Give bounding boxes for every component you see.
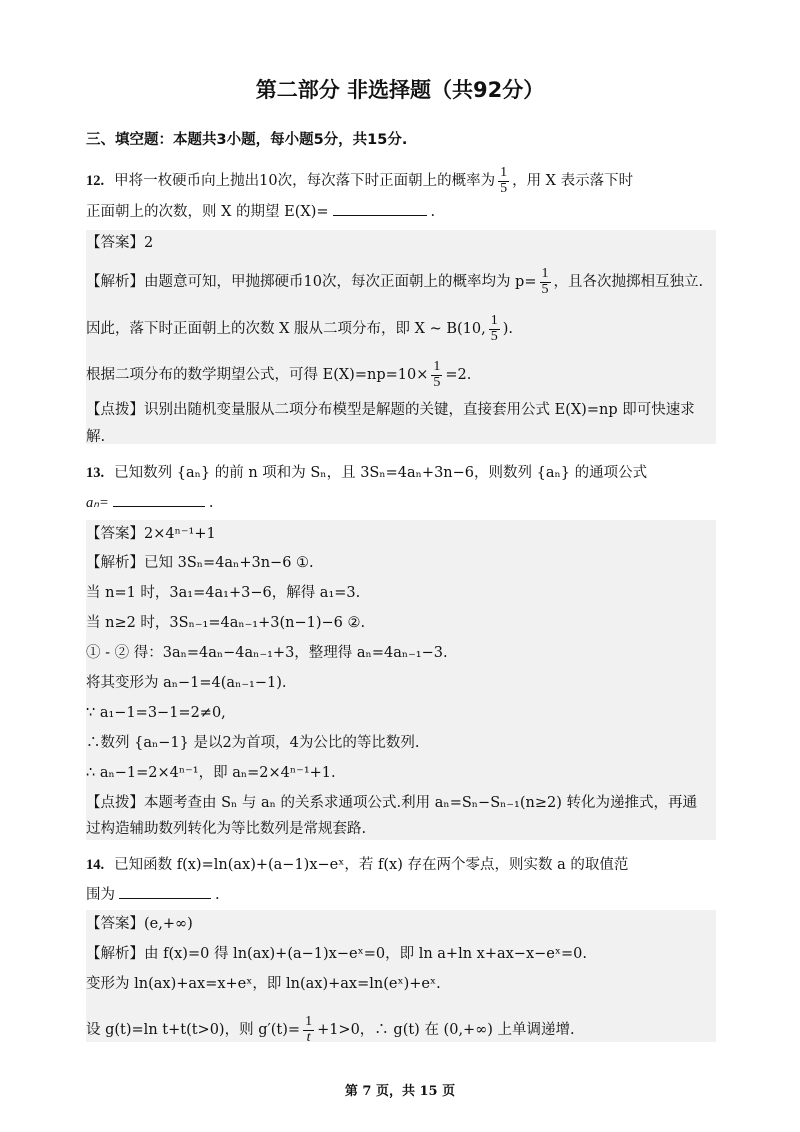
q12-stem-line2: [86, 205, 435, 220]
q13-analysis-line: 当 n≥2 时，3Sₙ₋₁=4aₙ₋₁+3(n−1)−6 ②.: [86, 615, 366, 631]
part-title: 第二部分 非选择题（共92分）: [255, 78, 545, 102]
frac-den: 5: [490, 328, 498, 344]
q13-stem-1: 已知数列 {aₙ} 的前 n 项和为 Sₙ，且 3Sₙ=4aₙ+3n−6，则数列 {aₙ} 的通项公式: [114, 465, 648, 481]
q12-stem-a: 甲将一枚硬币向上抛出10次，每次落下时正面朝上的概率为: [114, 173, 496, 190]
q12-stem-d: .: [430, 204, 436, 220]
q13-analysis-line: 【解析】已知 3Sₙ=4aₙ+3n−6 ①.: [86, 555, 314, 571]
q14-answer: 【答案】(e,+∞): [86, 916, 193, 932]
q14-stem-1: 已知函数 f(x)=ln(ax)+(a−1)x−eˣ，若 f(x) 存在两个零点，则实数 a 的取值范: [114, 857, 629, 873]
q14-answer-blank: [119, 896, 211, 899]
q12-analysis-2b: ).: [502, 321, 513, 338]
q12-analysis-line3: [86, 360, 471, 390]
q12-analysis-2a: 因此，落下时正面朝上的次数 X 服从二项分布，即 X ~ B(10,: [86, 321, 486, 338]
q13-stem-line1: [86, 466, 647, 481]
q12-stem-b: ，用 X 表示落下时: [512, 173, 634, 190]
q12-analysis-3a: 根据二项分布的数学期望公式，可得 E(X)=np=10×: [86, 367, 429, 384]
q14-analysis-line1: 【解析】由 f(x)=0 得 ln(ax)+(a−1)x−eˣ=0，即 ln a+ln x+ax−x−eˣ=0.: [86, 946, 587, 962]
q14-analysis-line2: 变形为 ln(ax)+ax=x+eˣ，即 ln(ax)+ax=ln(eˣ)+eˣ.: [86, 976, 441, 992]
frac-num: 1: [433, 359, 441, 374]
q13-tip-line1: 【点拨】本题考查由 Sₙ 与 aₙ 的关系求通项公式.利用 aₙ=Sₙ−Sₙ₋₁(n≥2) 转化为递推式，再通: [86, 795, 698, 811]
q12-analysis-fraction-2: [489, 314, 500, 344]
q12-stem-line1: [86, 166, 633, 196]
q14-analysis-line3: [86, 1015, 575, 1045]
q13-analysis-line: 将其变形为 aₙ−1=4(aₙ₋₁−1).: [86, 675, 287, 691]
q12-stem-c: 正面朝上的次数，则 X 的期望 E(X)=: [86, 204, 329, 220]
q12-analysis-line1: [86, 267, 703, 297]
q13-tip-line2: 过构造辅助数列转化为等比数列是常规套路.: [86, 821, 367, 837]
q13-analysis-line: ① - ② 得：3aₙ=4aₙ−4aₙ₋₁+3，整理得 aₙ=4aₙ₋₁−3.: [86, 645, 448, 661]
q12-answer-blank: [333, 213, 427, 216]
q14-stem-line2: [86, 888, 220, 903]
q14-stem-2b: .: [215, 887, 220, 903]
frac-num: 1: [305, 1014, 313, 1029]
q13-analysis-line: ∴ aₙ−1=2×4ⁿ⁻¹，即 aₙ=2×4ⁿ⁻¹+1.: [86, 765, 336, 781]
q12-analysis-1b: ，且各次抛掷相互独立.: [553, 274, 704, 291]
q12-answer: 【答案】2: [86, 235, 154, 251]
q12-analysis-fraction-1: [540, 267, 551, 297]
frac-den: t: [306, 1029, 311, 1045]
q12-stem-fraction: [498, 166, 509, 196]
q14-analysis-3b: +1>0，∴ g(t) 在 (0,+∞) 上单调递增.: [317, 1022, 575, 1039]
q13-answer-blank: [113, 504, 205, 507]
q13-analysis-line: 当 n=1 时，3a₁=4a₁+3−6，解得 a₁=3.: [86, 585, 361, 601]
q14-number: 14.: [86, 857, 105, 873]
frac-den: 5: [500, 180, 508, 196]
q12-analysis-1a: 【解析】由题意可知，甲抛掷硬币10次，每次正面朝上的概率均为 p=: [86, 274, 537, 291]
q14-analysis-fraction: [303, 1015, 314, 1045]
q14-analysis-3a: 设 g(t)=ln t+t(t>0)，则 g′(t)=: [86, 1022, 301, 1039]
q13-stem-2: aₙ=: [86, 495, 109, 511]
frac-num: 1: [541, 266, 549, 281]
section-heading: 三、填空题：本题共3小题，每小题5分，共15分.: [86, 132, 408, 148]
q12-analysis-3b: =2.: [445, 367, 472, 384]
frac-den: 5: [541, 281, 549, 297]
q12-number: 12.: [86, 173, 105, 190]
q13-analysis-line: ∴数列 {aₙ−1} 是以2为首项，4为公比的等比数列.: [86, 735, 420, 751]
q13-number: 13.: [86, 465, 105, 481]
q14-stem-line1: [86, 858, 628, 873]
q12-tip-line1: 【点拨】识别出随机变量服从二项分布模型是解题的关键，直接套用公式 E(X)=np 即可快速求: [86, 402, 695, 418]
q12-analysis-fraction-3: [431, 360, 442, 390]
frac-den: 5: [433, 374, 441, 390]
q12-analysis-line2: [86, 314, 513, 344]
q14-stem-2: 围为: [86, 887, 115, 903]
frac-num: 1: [500, 165, 508, 180]
q13-analysis-line: ∵ a₁−1=3−1=2≠0,: [86, 705, 226, 721]
frac-num: 1: [490, 313, 498, 328]
q13-stem-2b: .: [208, 495, 214, 511]
q13-answer: 【答案】2×4ⁿ⁻¹+1: [86, 526, 216, 542]
page-footer: 第 7 页，共 15 页: [344, 1084, 456, 1099]
q12-tip-line2: 解.: [86, 429, 106, 445]
q13-stem-line2: [86, 496, 213, 511]
